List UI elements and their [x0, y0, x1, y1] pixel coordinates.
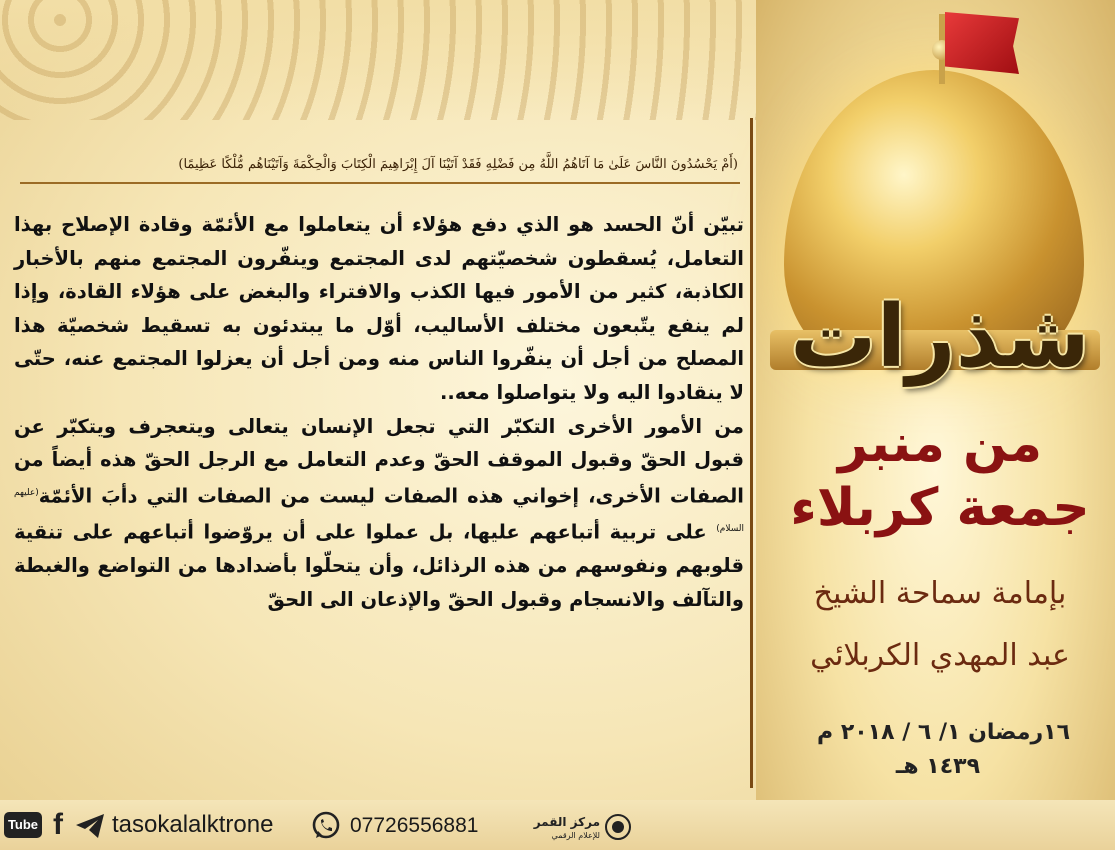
- imam-line-1: بإمامة سماحة الشيخ: [813, 576, 1067, 611]
- sermon-paragraph-1: تبيّن أنّ الحسد هو الذي دفع هؤلاء أن يتعاملوا مع الأئمّة وقادة الإصلاح بهذا التعامل، يُسقطون شخصيّتهم لدى المجتمع وينفّرون المجتمع منهم بالأخبار الكاذبة، كثير من الأمور فيها الكذب والافتراء والبغض على هؤلاء القادة، وإذا لم ينفع يتّبعون مختلف الأساليب، أوّل ما يبتدئون به تسقيط شخصيّة هذا المصلح من أجل أن ينفّروا الناس منه ومن أجل أن يعزلوا المجتمع عنه، حتّى لا ينقادوا اليه ولا يتواصلوا معه..: [14, 213, 744, 404]
- subtitle-line-1: من منبر: [837, 414, 1043, 474]
- vertical-divider: [750, 118, 753, 788]
- sermon-paragraph-2: [14, 410, 744, 617]
- date-gregorian: ١٦رمضان ١/ ٦ / ٢٠١٨ م: [817, 720, 1070, 745]
- facebook-icon[interactable]: f: [53, 808, 63, 841]
- verse-underline: [20, 182, 740, 184]
- moon-center-logo-icon: [604, 813, 632, 841]
- center-subtitle: للإعلام الرقمي: [551, 831, 600, 840]
- honorific-note: (عليهم السلام): [14, 487, 744, 534]
- telegram-icon[interactable]: [74, 812, 106, 840]
- sermon-paragraph-2-start: من الأمور الأخرى التكبّر التي تجعل الإنسان يتعالى ويتعجرف ويتكبّر عن قبول الحقّ وقبول الموقف الحقّ وعدم التعامل مع الرجل الحقّ هذه أيضاً من الصفات الأخرى، إخواني هذه الصفات ليست من الصفات التي دأبَ الأئمّة: [14, 414, 744, 508]
- subtitle-line-2: جمعة كربلاء: [790, 478, 1090, 538]
- sermon-text: [14, 208, 744, 748]
- youtube-icon[interactable]: Tube: [4, 812, 42, 838]
- social-handle[interactable]: tasokalalktrone: [112, 811, 274, 838]
- center-name: مركز القمر: [533, 815, 600, 829]
- red-flag-icon: [945, 12, 1019, 74]
- main-title: شذرات: [790, 287, 1090, 387]
- phone-number[interactable]: 07726556881: [350, 814, 479, 837]
- sermon-paragraph-2-end: على تربية أتباعهم عليها، بل عملوا على أن يروّضوا أتباعهم على تنقية قلوبهم ونفوسهم من هذه الرذائل، وأن يتحلّوا بأضدادها من التواضع والغبطة والتآلف والانسجام وقبول الحقّ والإذعان الى الحقّ: [14, 520, 744, 611]
- imam-line-2: عبد المهدي الكربلائي: [810, 638, 1070, 673]
- quran-verse: (أَمْ يَحْسُدُونَ النَّاسَ عَلَىٰ مَا آتَاهُمُ اللَّهُ مِن فَضْلِهِ فَقَدْ آتَيْنَا آلَ إِبْرَاهِيمَ الْكِتَابَ وَالْحِكْمَةَ وَآتَيْنَاهُم مُّلْكًا عَظِيمًا): [178, 157, 738, 172]
- whatsapp-icon[interactable]: [310, 810, 342, 842]
- date-hijri: ١٤٣٩ هـ: [895, 754, 980, 779]
